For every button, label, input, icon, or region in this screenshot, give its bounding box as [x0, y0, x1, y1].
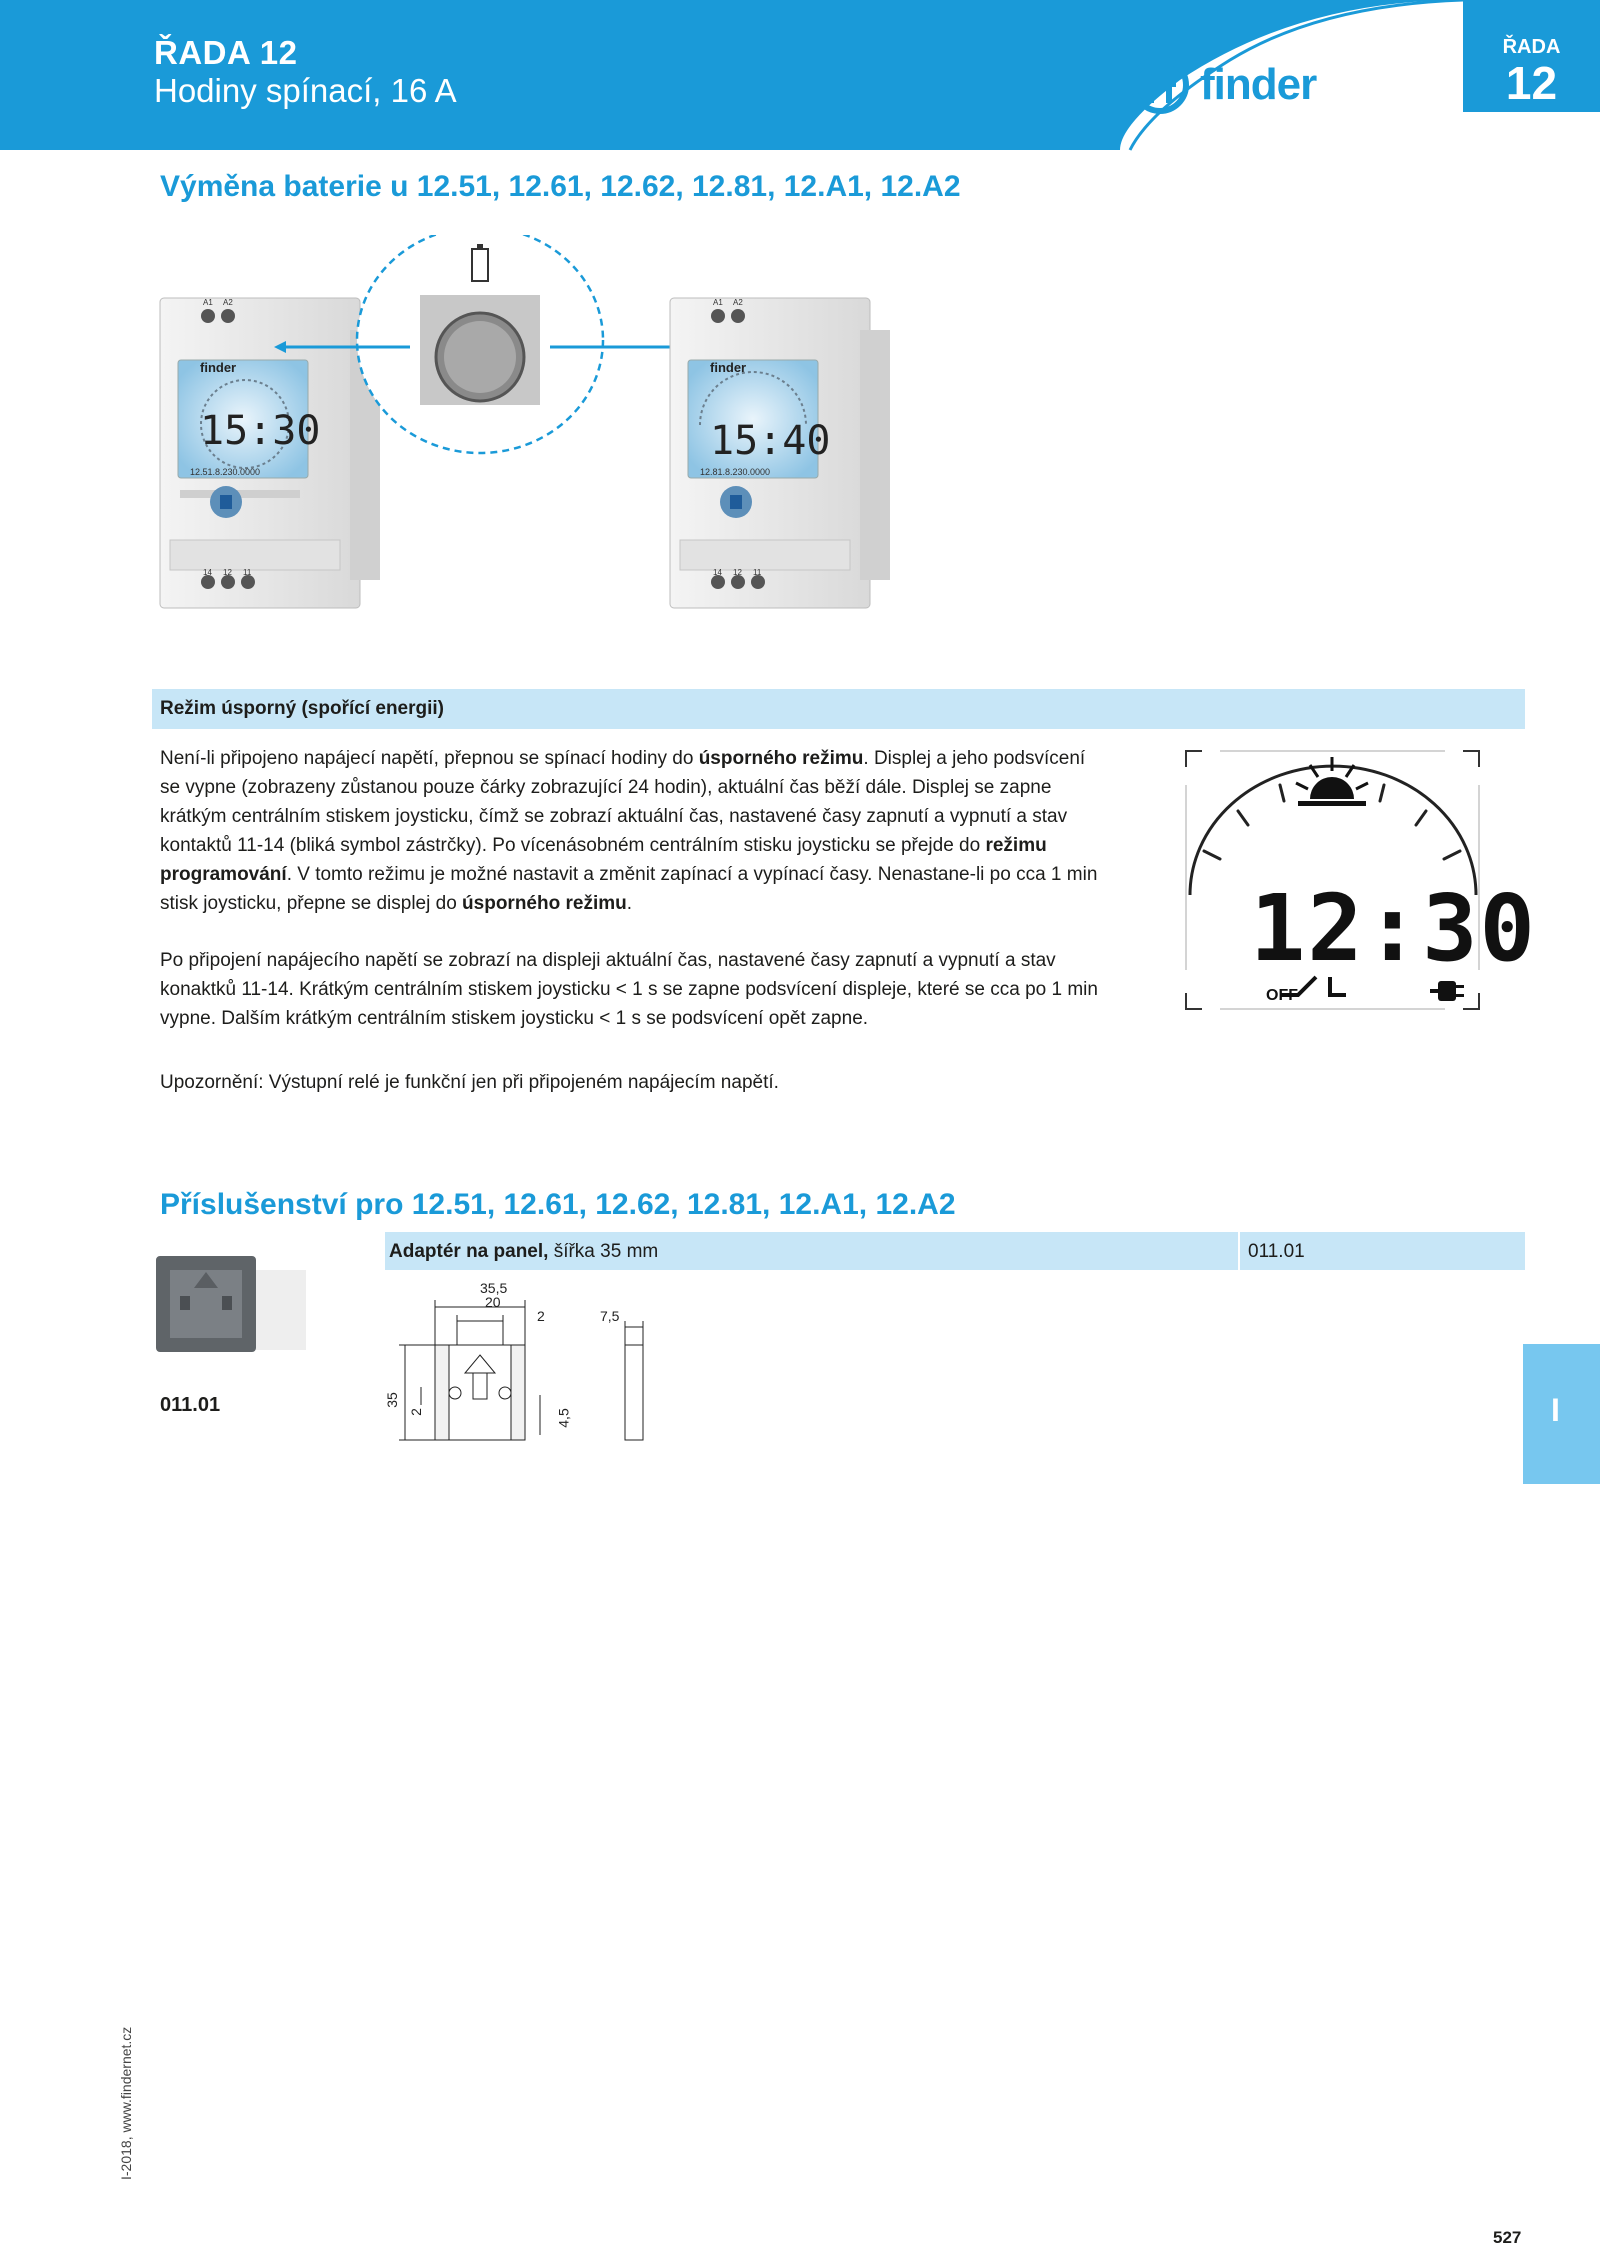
dim-outer: 35,5	[480, 1280, 508, 1296]
device-right-terminal-a1: A1	[713, 298, 723, 307]
device-right-terminal-11: 11	[753, 568, 762, 577]
sun-icon	[1296, 757, 1368, 806]
paragraph-text: . V tomto režimu je možné nastavit a změnit zapínací a vypínací časy. Nenastane-li po cca 1 min stisk joysticku, přepne se displej do	[160, 864, 1098, 914]
paragraph-text: Není-li připojeno napájecí napětí, přepnou se spínací hodiny do	[160, 748, 699, 769]
device-right-terminal-a2: A2	[733, 298, 743, 307]
chapter-side-tab-label: I	[1551, 1392, 1560, 1428]
dim-small: 2	[407, 1408, 424, 1416]
coin-cell-icon	[436, 313, 524, 401]
battery-icon	[472, 244, 488, 281]
device-right-terminal-14: 14	[713, 568, 722, 577]
battery-detail-illustration	[260, 235, 700, 465]
dim-edge: 4,5	[555, 1408, 572, 1428]
panel-adapter-photo	[150, 1250, 310, 1360]
battery-section-title: Výměna baterie u 12.51, 12.61, 12.62, 12.81, 12.A1, 12.A2	[160, 170, 961, 203]
device-left-time: 15:30	[200, 408, 321, 454]
finder-logo-text: finder	[1200, 60, 1317, 109]
dim-height: 35	[383, 1392, 400, 1408]
paragraph-text: .	[626, 893, 633, 914]
emphasis-text: režimu programování	[160, 835, 1047, 885]
dim-gap: 2	[537, 1308, 545, 1324]
energy-mode-paragraph-1	[160, 744, 1100, 918]
accessories-section-title: Příslušenství pro 12.51, 12.61, 12.62, 12.81, 12.A1, 12.A2	[160, 1188, 956, 1221]
accessory-photo-code: 011.01	[160, 1394, 221, 1416]
lcd-time-readout: 12:30	[1250, 875, 1537, 982]
accessory-code: 011.01	[1248, 1241, 1305, 1262]
vertical-footer-text: I-2018, www.findernet.cz	[118, 2026, 134, 2180]
device-right-brand: finder	[710, 360, 747, 375]
paragraph-text: . Displej a jeho podsvícení se vypne (zobrazeny zůstanou pouze čárky zobrazující 24 hodin), aktuální čas běží dále. Displej se zapne krátkým centrálním stiskem joysticku, čímž se zobrazí aktuální čas, nastavené časy zapnutí a vypnutí a stav kontaktů 11-14 (bliká symbol zástrčky). Po vícenásobném centrálním stisku joysticku se přejde do	[160, 748, 1086, 856]
device-left-terminal-14: 14	[203, 568, 212, 577]
page-number: 527	[1493, 2228, 1522, 2247]
series-tab-label: ŘADA	[1502, 36, 1561, 58]
device-right-terminal-12: 12	[733, 568, 742, 577]
accessory-name: Adaptér na panel, šířka 35 mm	[389, 1241, 659, 1262]
device-right-model: 12.81.8.230.0000	[700, 467, 771, 477]
accessory-bar	[385, 1232, 1525, 1270]
device-left-terminal-a1: A1	[203, 298, 213, 307]
series-tab	[1463, 0, 1600, 112]
emphasis-text: úsporného režimu	[698, 748, 864, 769]
accessory-bar-divider	[1238, 1232, 1240, 1270]
device-left-model: 12.51.8.230.0000	[190, 467, 261, 477]
series-tab-number: 12	[1505, 57, 1558, 109]
adapter-dimension-drawing	[385, 1275, 685, 1460]
emphasis-text: úsporného režimu	[462, 893, 627, 914]
series-subtitle: Hodiny spínací, 16 A	[154, 72, 457, 109]
plug-icon	[1430, 981, 1464, 1001]
device-left-terminal-a2: A2	[223, 298, 233, 307]
energy-mode-paragraph-2: Po připojení napájecího napětí se zobrazí na displeji aktuální čas, nastavené časy zapnutí a vypnutí a stav konaktků 11-14. Krátkým centrálním stiskem joysticku < 1 s se zapne podsvícení displeje, které se cca po 1 min vypne. Dalším krátkým centrálním stiskem joysticku < 1 s se podsvícení opět zapne.	[160, 950, 1098, 1029]
energy-mode-paragraph-3: Upozornění: Výstupní relé je funkční jen při připojeném napájecím napětí.	[160, 1072, 779, 1093]
device-right-time: 15:40	[710, 418, 831, 464]
device-left-brand: finder	[200, 360, 237, 375]
chapter-side-tab	[1523, 1344, 1600, 1484]
finder-logo	[1130, 52, 1370, 118]
device-left-terminal-12: 12	[223, 568, 232, 577]
dim-inner: 20	[485, 1294, 501, 1310]
series-title: ŘADA 12	[154, 34, 298, 71]
energy-mode-bar	[152, 689, 1525, 729]
energy-mode-title: Režim úsporný (spořící energii)	[160, 698, 444, 719]
lcd-off-label: OFF	[1266, 987, 1298, 1004]
dim-depth: 7,5	[600, 1308, 620, 1324]
finder-logo-icon	[1130, 55, 1190, 115]
device-left-terminal-11: 11	[243, 568, 252, 577]
